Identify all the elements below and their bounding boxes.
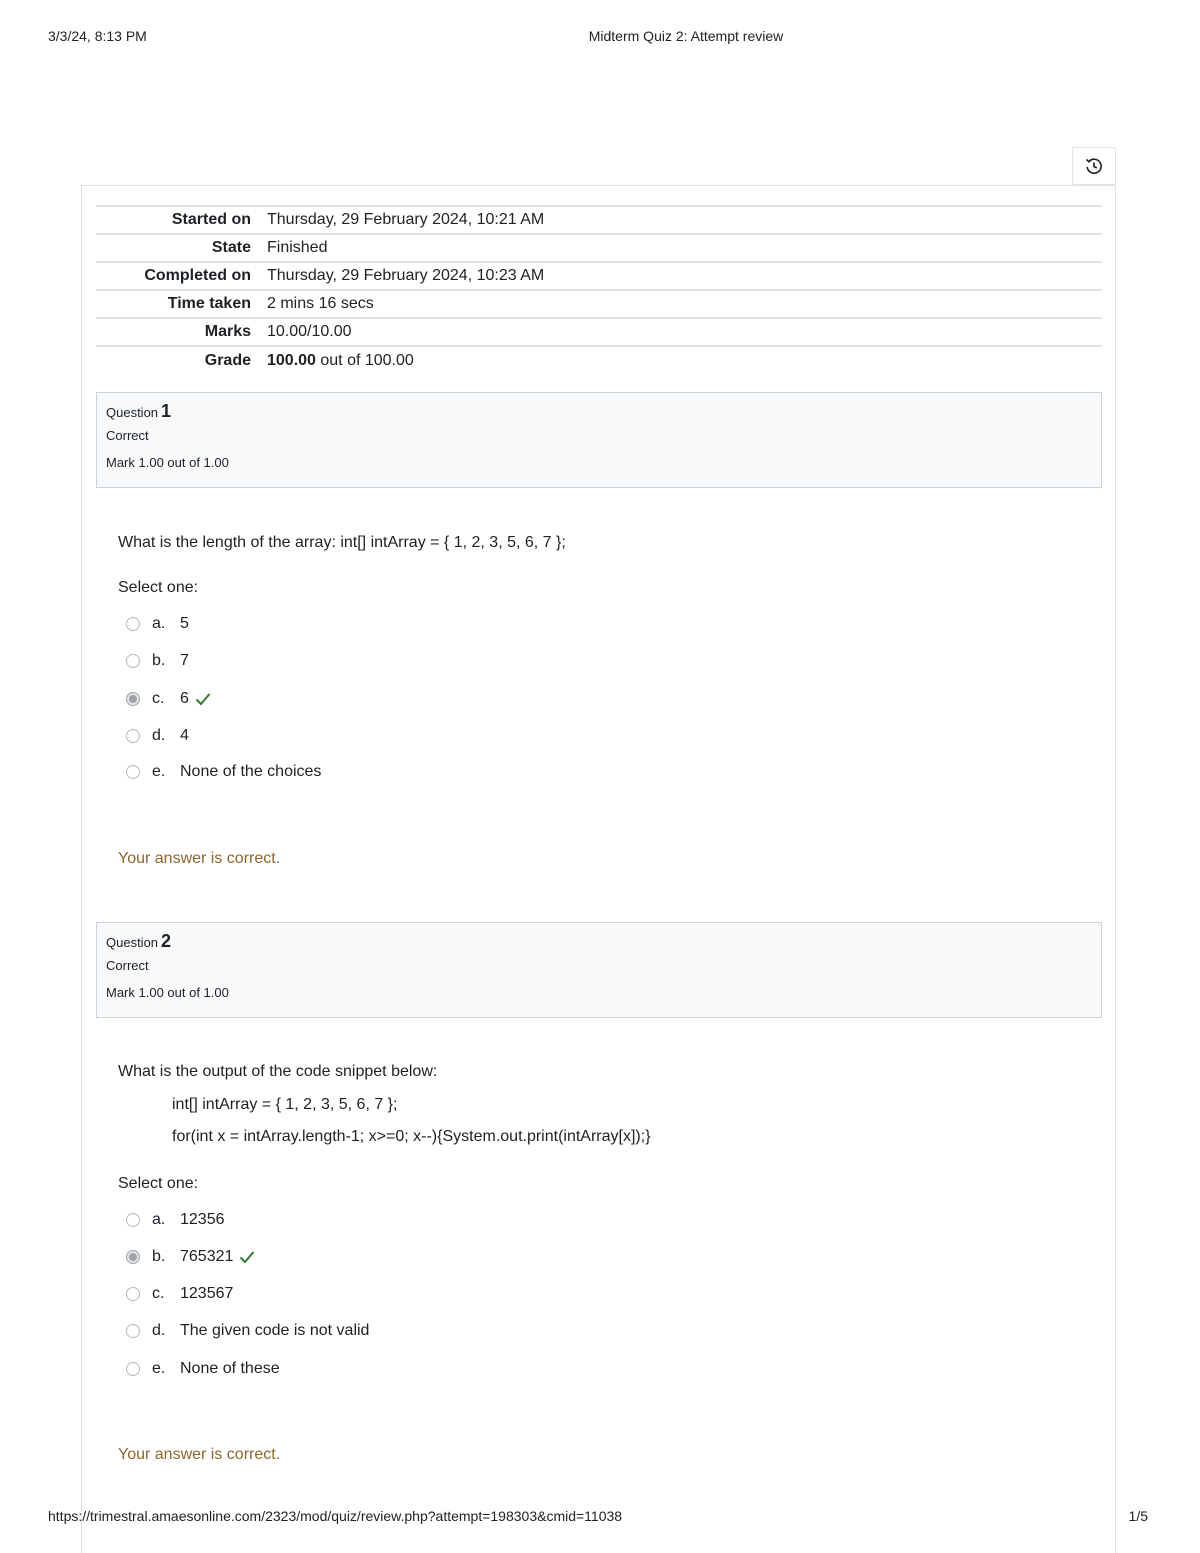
grade-value: 100.00	[267, 351, 316, 369]
answer-option[interactable]	[126, 1320, 369, 1342]
summary-value	[259, 346, 1102, 374]
summary-row-time	[96, 290, 1102, 318]
question-state: Correct	[106, 958, 149, 973]
option-text: None of these	[180, 1360, 280, 1377]
answer-feedback: Your answer is correct.	[118, 850, 281, 867]
option-letter: e.	[152, 1360, 166, 1377]
option-letter: c.	[152, 1285, 165, 1302]
option-text: 6	[180, 690, 189, 707]
summary-row-state	[96, 234, 1102, 262]
summary-value: Finished	[259, 234, 1102, 262]
question-label: Question	[106, 935, 159, 950]
question-text: What is the output of the code snippet below:	[118, 1063, 438, 1080]
option-letter: a.	[152, 615, 166, 632]
radio-button[interactable]	[126, 1287, 140, 1301]
main-region	[81, 185, 1116, 1553]
option-text: 123567	[180, 1285, 234, 1302]
answer-option[interactable]	[126, 761, 321, 783]
summary-row-started	[96, 206, 1102, 234]
question-number	[106, 931, 1092, 955]
summary-label: Completed on	[96, 262, 259, 290]
answer-option-selected[interactable]	[126, 688, 211, 710]
radio-button[interactable]	[126, 617, 140, 631]
radio-button[interactable]	[126, 1213, 140, 1227]
print-footer	[0, 1508, 1200, 1528]
attempt-history-button[interactable]	[1072, 147, 1116, 185]
radio-button[interactable]	[126, 654, 140, 668]
select-one-prompt: Select one:	[118, 579, 199, 596]
code-line: for(int x = intArray.length-1; x>=0; x--){System.out.print(intArray[x]);}	[172, 1128, 651, 1145]
radio-button[interactable]	[126, 1362, 140, 1376]
option-letter: b.	[152, 652, 166, 669]
answer-option[interactable]	[126, 1209, 225, 1231]
radio-button[interactable]	[126, 729, 140, 743]
answer-feedback: Your answer is correct.	[118, 1446, 281, 1463]
print-header	[0, 28, 1200, 48]
summary-label: Marks	[96, 318, 259, 346]
print-title: Midterm Quiz 2: Attempt review	[588, 28, 784, 44]
answer-option[interactable]	[126, 613, 189, 635]
question-state: Correct	[106, 428, 149, 443]
attempt-summary	[96, 205, 1102, 374]
radio-button-checked[interactable]	[126, 692, 140, 706]
answer-option[interactable]	[126, 725, 189, 747]
print-date: 3/3/24, 8:13 PM	[48, 28, 147, 44]
option-text: 765321	[180, 1248, 234, 1265]
option-text: 7	[180, 652, 189, 669]
summary-value: 2 mins 16 secs	[259, 290, 1102, 318]
answer-option[interactable]	[126, 1283, 233, 1305]
question-number-value: 1	[161, 401, 172, 421]
question-mark: Mark 1.00 out of 1.00	[106, 455, 229, 470]
option-letter: c.	[152, 690, 165, 707]
code-line: int[] intArray = { 1, 2, 3, 5, 6, 7 };	[172, 1096, 398, 1113]
summary-row-completed	[96, 262, 1102, 290]
summary-label: State	[96, 234, 259, 262]
summary-label: Started on	[96, 206, 259, 234]
print-url: https://trimestral.amaesonline.com/2323/mod/quiz/review.php?attempt=198303&cmid=11038	[48, 1508, 623, 1524]
question-mark: Mark 1.00 out of 1.00	[106, 985, 229, 1000]
question-number	[106, 401, 1092, 425]
question-label: Question	[106, 405, 159, 420]
grade-out-of: out of 100.00	[315, 351, 414, 369]
option-letter: b.	[152, 1248, 166, 1265]
option-text: The given code is not valid	[180, 1322, 370, 1339]
summary-value: 10.00/10.00	[259, 318, 1102, 346]
option-text: None of the choices	[180, 763, 322, 780]
answer-option[interactable]	[126, 1358, 280, 1380]
summary-value: Thursday, 29 February 2024, 10:23 AM	[259, 262, 1102, 290]
option-text: 12356	[180, 1211, 225, 1228]
option-letter: d.	[152, 1322, 166, 1339]
summary-table	[96, 205, 1102, 374]
check-icon	[195, 692, 211, 706]
summary-value: Thursday, 29 February 2024, 10:21 AM	[259, 206, 1102, 234]
option-text: 4	[180, 727, 189, 744]
question-text: What is the length of the array: int[] intArray = { 1, 2, 3, 5, 6, 7 };	[118, 534, 566, 551]
answer-option[interactable]	[126, 650, 189, 672]
select-one-prompt: Select one:	[118, 1175, 199, 1192]
check-icon	[239, 1250, 255, 1264]
summary-row-marks	[96, 318, 1102, 346]
option-letter: a.	[152, 1211, 166, 1228]
question-info	[96, 922, 1102, 1018]
radio-button-checked[interactable]	[126, 1250, 140, 1264]
option-letter: e.	[152, 763, 166, 780]
radio-button[interactable]	[126, 765, 140, 779]
summary-row-grade	[96, 346, 1102, 374]
option-letter: d.	[152, 727, 166, 744]
summary-label: Grade	[204, 351, 251, 369]
summary-label: Time taken	[96, 290, 259, 318]
question-info	[96, 392, 1102, 488]
history-icon	[1085, 157, 1103, 175]
print-page-number: 1/5	[1128, 1508, 1148, 1524]
answer-option-selected[interactable]	[126, 1246, 255, 1268]
question-number-value: 2	[161, 931, 172, 951]
radio-button[interactable]	[126, 1324, 140, 1338]
option-text: 5	[180, 615, 189, 632]
